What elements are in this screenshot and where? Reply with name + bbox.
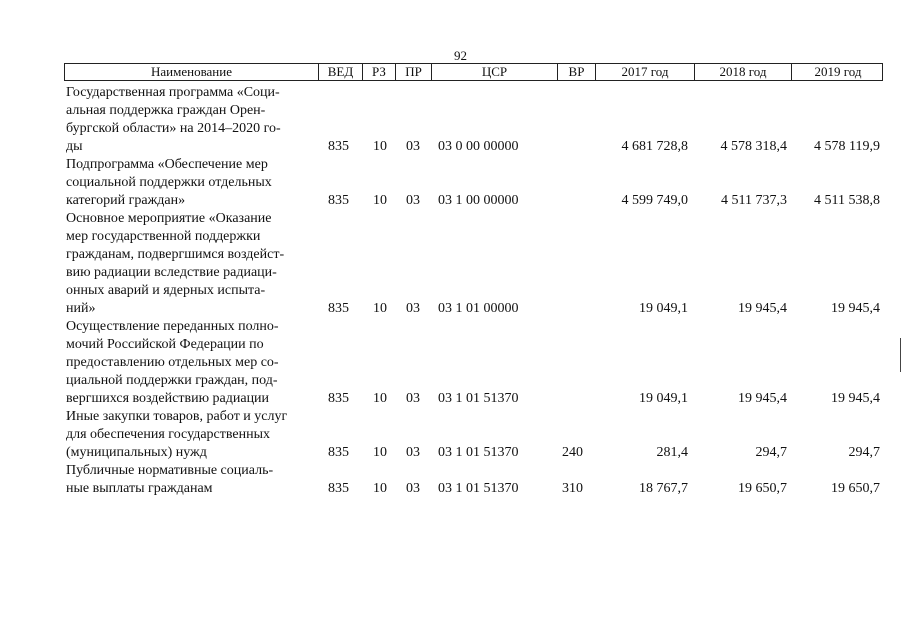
cell-2017: 18 767,7	[639, 481, 688, 496]
cell-pr: 03	[406, 301, 420, 316]
cell-csr: 03 1 01 51370	[438, 391, 519, 406]
header-csr: ЦСР	[431, 64, 557, 80]
cell-ved: 835	[328, 301, 349, 316]
cell-csr: 03 1 01 51370	[438, 481, 519, 496]
cell-pr: 03	[406, 445, 420, 460]
scan-margin-mark	[900, 338, 901, 372]
cell-2019: 4 511 538,8	[814, 193, 880, 208]
header-ved: ВЕД	[318, 64, 362, 80]
header-name: Наименование	[151, 64, 232, 79]
cell-pr: 03	[406, 481, 420, 496]
cell-ved: 835	[328, 481, 349, 496]
cell-ved: 835	[328, 193, 349, 208]
cell-rz: 10	[373, 139, 387, 154]
table-row	[66, 84, 886, 156]
cell-2018: 294,7	[755, 445, 787, 460]
row-name: Осуществление переданных полно- мочий Российской Федерации по предоставлению отдельных мер со- циальной поддержки граждан, под- вергшихся воздействию радиации	[66, 319, 279, 406]
table-row	[66, 462, 886, 498]
cell-vr: 240	[562, 445, 583, 460]
cell-2018: 19 650,7	[738, 481, 787, 496]
cell-csr: 03 1 01 00000	[438, 301, 519, 316]
cell-2017: 281,4	[656, 445, 688, 460]
cell-pr: 03	[406, 391, 420, 406]
cell-2017: 19 049,1	[639, 391, 688, 406]
cell-2018: 4 578 318,4	[720, 139, 787, 154]
cell-csr: 03 1 01 51370	[438, 445, 519, 460]
cell-rz: 10	[373, 301, 387, 316]
row-name: Подпрограмма «Обеспечение мер социальной поддержки отдельных категорий граждан»	[66, 157, 272, 208]
cell-rz: 10	[373, 445, 387, 460]
header-2019: 2019 год	[791, 64, 884, 80]
row-name: Основное мероприятие «Оказание мер государственной поддержки гражданам, подвергшимся воздейст- вию радиации вследствие радиаци- онных аварий и ядерных испыта- ний»	[66, 211, 285, 316]
cell-rz: 10	[373, 481, 387, 496]
cell-2019: 19 650,7	[831, 481, 880, 496]
header-rz: РЗ	[362, 64, 395, 80]
header-2018: 2018 год	[694, 64, 791, 80]
table-row	[66, 318, 886, 408]
cell-ved: 835	[328, 445, 349, 460]
table-header	[64, 63, 883, 81]
cell-2017: 4 681 728,8	[621, 139, 688, 154]
row-name: Государственная программа «Соци- альная поддержка граждан Орен- бургской области» на 2014–2020 го- ды	[66, 85, 281, 154]
cell-ved: 835	[328, 139, 349, 154]
row-name: Публичные нормативные социаль- ные выплаты гражданам	[66, 463, 274, 496]
page-number: 92	[454, 48, 467, 63]
cell-2017: 4 599 749,0	[621, 193, 688, 208]
cell-rz: 10	[373, 193, 387, 208]
cell-2019: 4 578 119,9	[814, 139, 880, 154]
cell-2018: 19 945,4	[738, 391, 787, 406]
cell-2018: 19 945,4	[738, 301, 787, 316]
header-vr: ВР	[557, 64, 595, 80]
cell-csr: 03 1 00 00000	[438, 193, 519, 208]
cell-2017: 19 049,1	[639, 301, 688, 316]
table-row	[66, 408, 886, 462]
cell-2018: 4 511 737,3	[721, 193, 787, 208]
cell-pr: 03	[406, 139, 420, 154]
cell-ved: 835	[328, 391, 349, 406]
cell-csr: 03 0 00 00000	[438, 139, 519, 154]
cell-vr: 310	[562, 481, 583, 496]
cell-2019: 294,7	[848, 445, 880, 460]
header-pr: ПР	[395, 64, 431, 80]
header-2017: 2017 год	[595, 64, 694, 80]
table-row	[66, 156, 886, 210]
table-body	[66, 84, 886, 498]
cell-rz: 10	[373, 391, 387, 406]
cell-pr: 03	[406, 193, 420, 208]
cell-2019: 19 945,4	[831, 391, 880, 406]
row-name: Иные закупки товаров, работ и услуг для обеспечения государственных (муниципальных) нужд	[66, 409, 288, 460]
table-row	[66, 210, 886, 318]
cell-2019: 19 945,4	[831, 301, 880, 316]
